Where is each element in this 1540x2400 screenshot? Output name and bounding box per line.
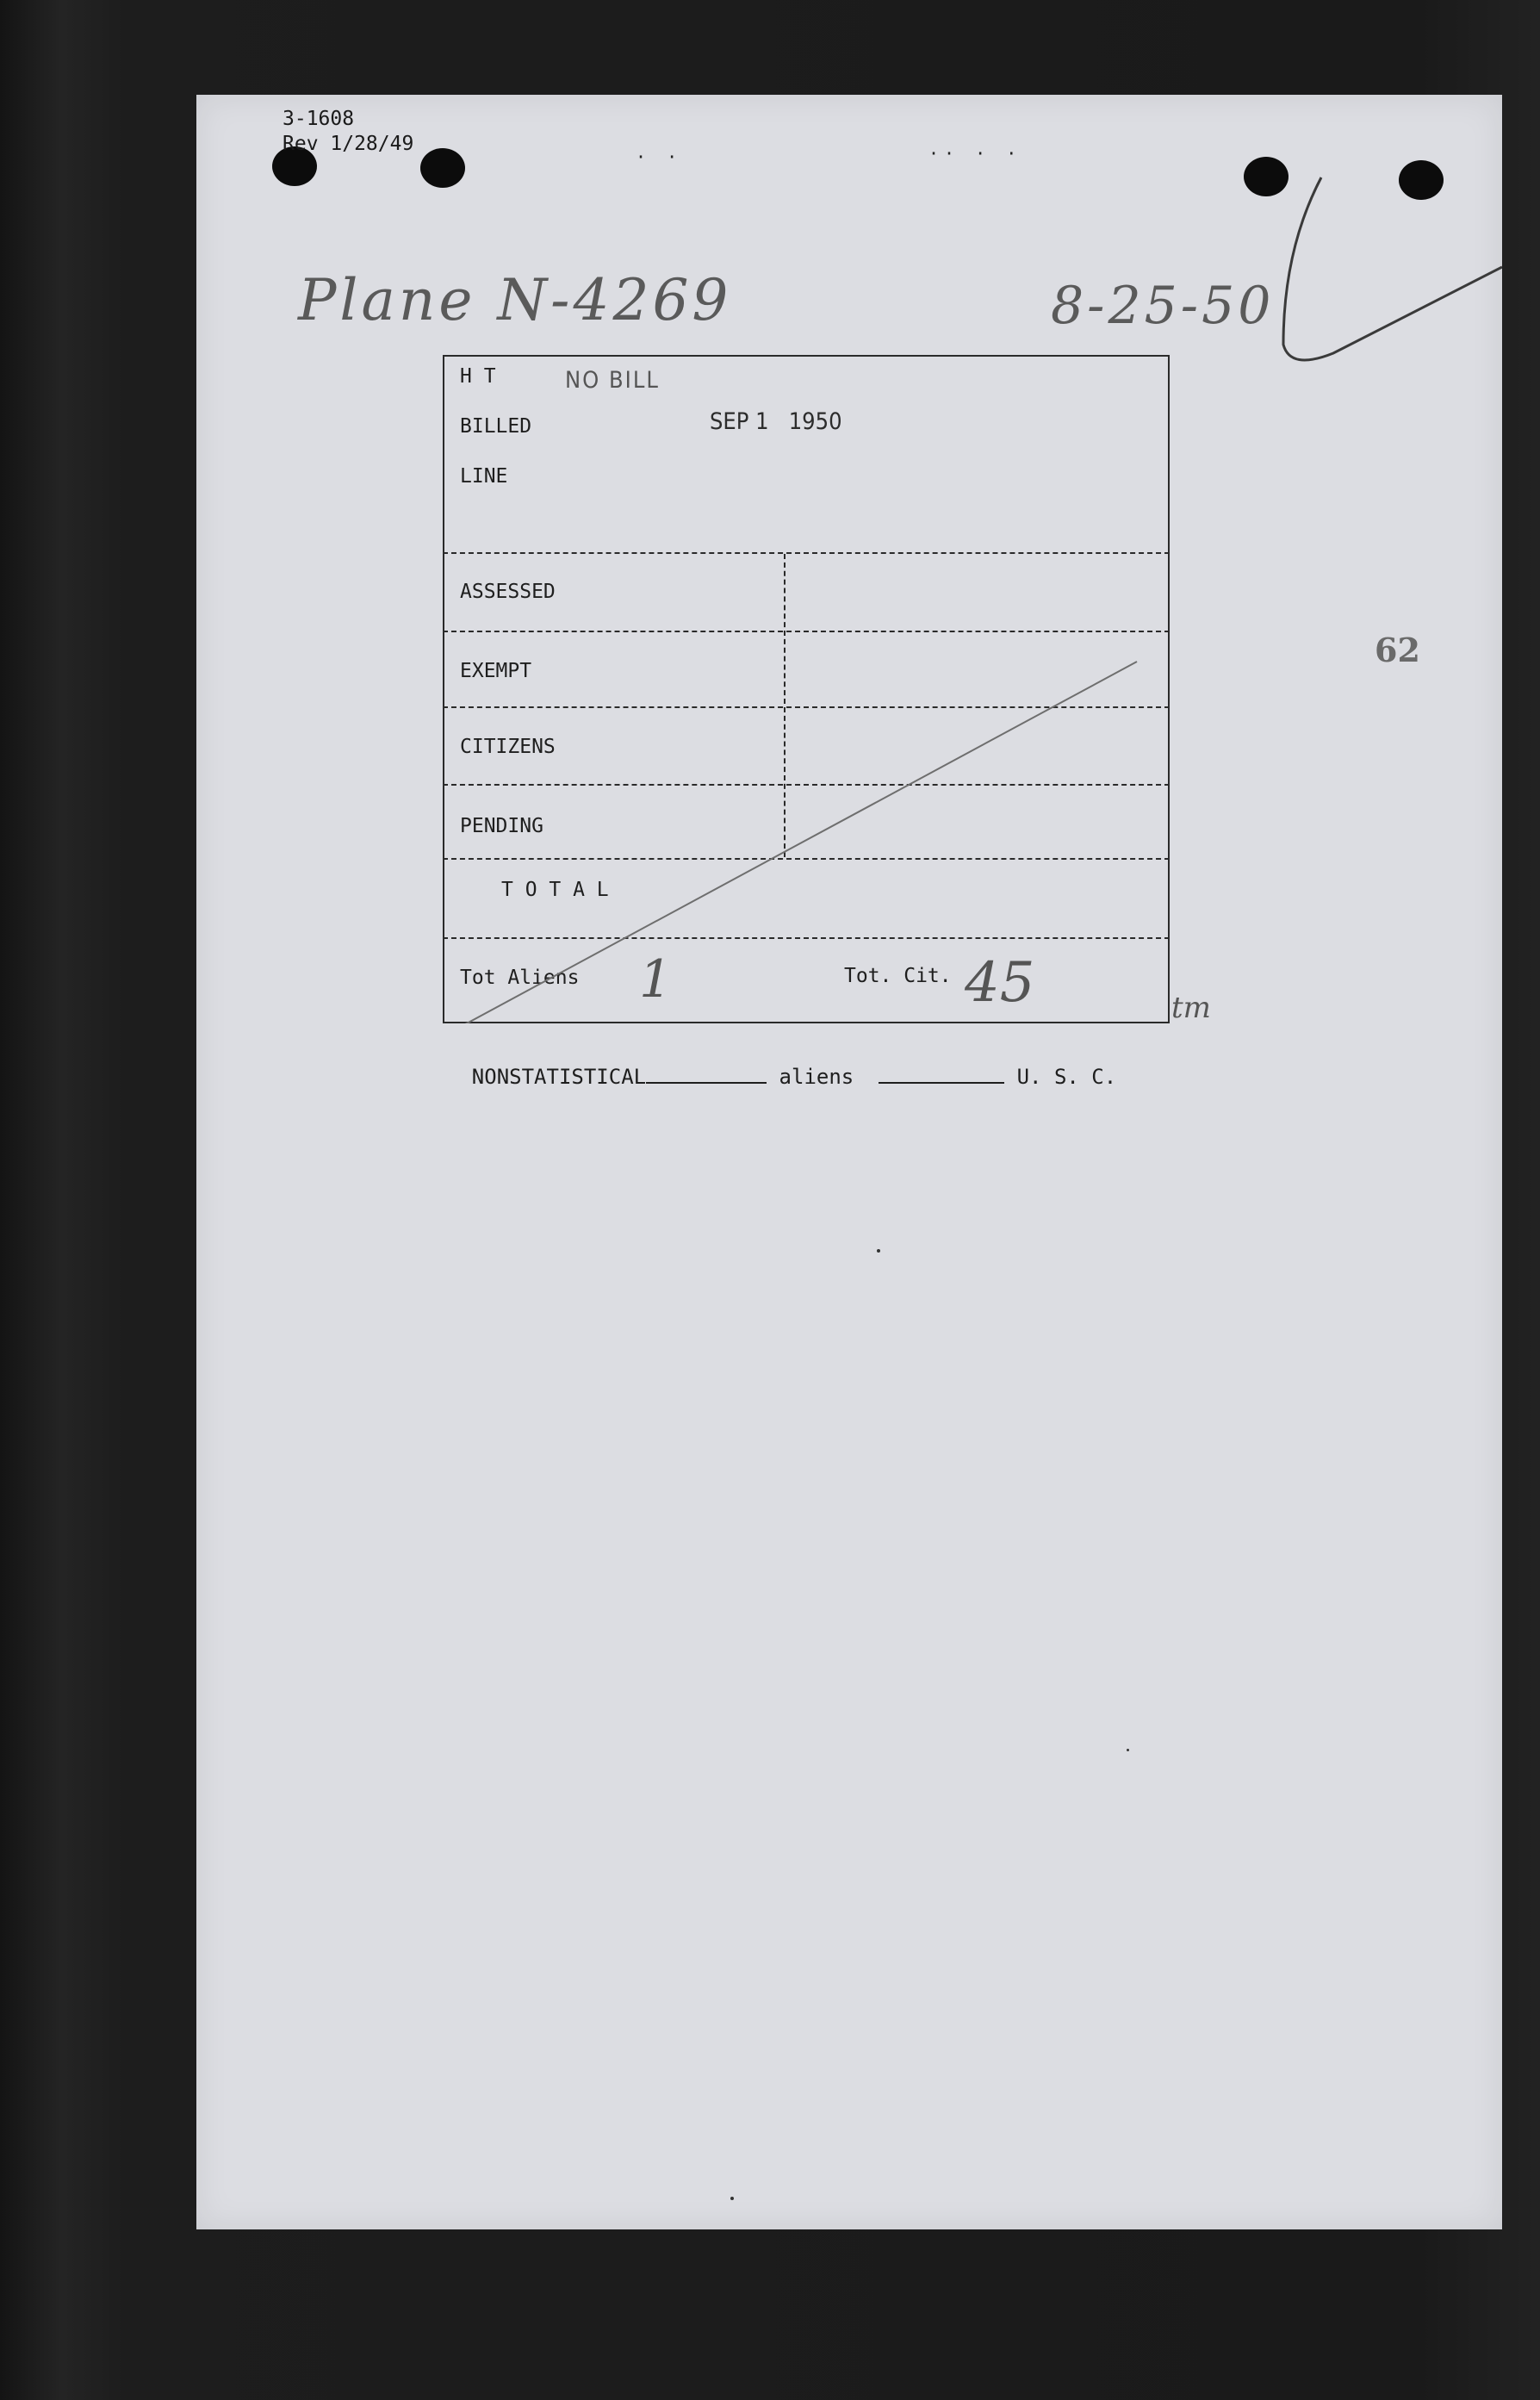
- handwritten-date: 8-25-50: [1051, 276, 1275, 336]
- diagonal-strike-line: [443, 355, 1170, 1023]
- nonstatistical-blank: [646, 1066, 767, 1084]
- print-dots-2: ·· · ·: [928, 143, 1022, 164]
- speck: [730, 2197, 734, 2200]
- billed-date-stamp: SEP 1 1950: [710, 408, 842, 435]
- form-revision: Rev 1/28/49: [283, 133, 414, 155]
- label-tot-aliens: Tot Aliens: [460, 967, 580, 989]
- row-exempt: EXEMPT: [460, 660, 532, 682]
- nonstatistical-label: NONSTATISTICAL: [471, 1065, 647, 1089]
- row-assessed: ASSESSED: [460, 581, 556, 603]
- print-dots: · ·: [636, 146, 683, 167]
- handwritten-tot-aliens: 1: [639, 949, 673, 1010]
- label-line: LINE: [460, 465, 508, 488]
- handwritten-initials: tm: [1171, 991, 1211, 1025]
- aliens-label: aliens: [779, 1065, 854, 1089]
- row-total: T O T A L: [501, 879, 609, 901]
- label-billed: BILLED: [460, 415, 532, 438]
- document-page: [196, 95, 1502, 2229]
- page-number: 62: [1375, 631, 1420, 669]
- handwritten-tot-cit: 45: [965, 951, 1035, 1015]
- label-tot-cit: Tot. Cit.: [844, 965, 952, 987]
- label-ht: H T: [460, 365, 496, 388]
- speck: [877, 1249, 880, 1253]
- usc-label: U. S. C.: [1016, 1065, 1117, 1089]
- handwritten-plane-number: Plane N-4269: [298, 267, 732, 333]
- aliens-blank: [879, 1066, 1004, 1084]
- row-pending: PENDING: [460, 815, 543, 837]
- nonstatistical-line: [422, 1041, 1116, 1113]
- form-table: [443, 355, 1170, 1023]
- row-citizens: CITIZENS: [460, 736, 556, 758]
- no-bill-stamp: NO BILL: [565, 367, 660, 394]
- form-number: 3-1608: [283, 108, 355, 130]
- speck: [1127, 1749, 1129, 1751]
